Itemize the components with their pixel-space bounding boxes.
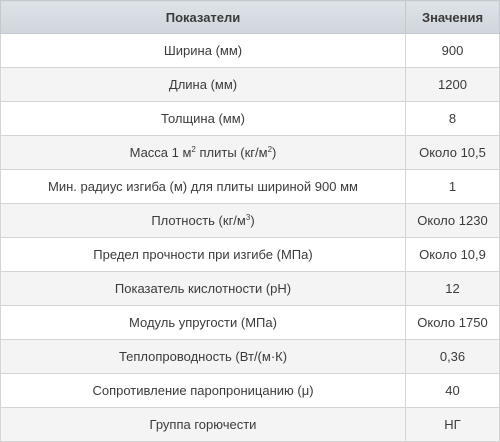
table-row [1, 170, 500, 204]
table-row [1, 340, 500, 374]
row-value: 40 [406, 374, 500, 408]
row-value: Около 10,5 [406, 136, 500, 170]
row-value: Около 1230 [406, 204, 500, 238]
row-value: 1200 [406, 68, 500, 102]
row-value: 1 [406, 170, 500, 204]
table-row [1, 238, 500, 272]
superscript: 2 [267, 145, 273, 154]
row-value: 900 [406, 34, 500, 68]
row-label: Группа горючести [1, 408, 406, 442]
row-label: Ширина (мм) [1, 34, 406, 68]
table-row [1, 306, 500, 340]
row-value: 8 [406, 102, 500, 136]
row-label-part: ) [250, 213, 255, 228]
row-label: Сопротивление паропроницанию (μ) [1, 374, 406, 408]
table-row [1, 204, 500, 238]
header-parameters: Показатели [1, 1, 406, 34]
table-row [1, 102, 500, 136]
row-label-part: ) [272, 145, 277, 160]
header-values: Значения [406, 1, 500, 34]
row-label-part: Масса 1 м [129, 145, 192, 160]
table-row [1, 68, 500, 102]
table-header-row [1, 1, 500, 34]
table-row [1, 136, 500, 170]
superscript: 2 [191, 145, 196, 154]
table-row [1, 374, 500, 408]
row-label-part: плиты (кг/м [195, 145, 268, 160]
row-label: Длина (мм) [1, 68, 406, 102]
row-label: Показатель кислотности (pH) [1, 272, 406, 306]
row-label: Модуль упругости (МПа) [1, 306, 406, 340]
table-row [1, 272, 500, 306]
row-label: Предел прочности при изгибе (МПа) [1, 238, 406, 272]
row-value: 0,36 [406, 340, 500, 374]
row-label: Теплопроводность (Вт/(м·К) [1, 340, 406, 374]
row-label [1, 204, 406, 238]
row-value: 12 [406, 272, 500, 306]
table-row [1, 408, 500, 442]
row-label: Мин. радиус изгиба (м) для плиты шириной 900 мм [1, 170, 406, 204]
table-row [1, 34, 500, 68]
superscript: 3 [245, 213, 251, 222]
row-label: Толщина (мм) [1, 102, 406, 136]
row-label [1, 136, 406, 170]
row-value: Около 1750 [406, 306, 500, 340]
row-value: Около 10,9 [406, 238, 500, 272]
row-value: НГ [406, 408, 500, 442]
row-label-part: Плотность (кг/м [151, 213, 246, 228]
